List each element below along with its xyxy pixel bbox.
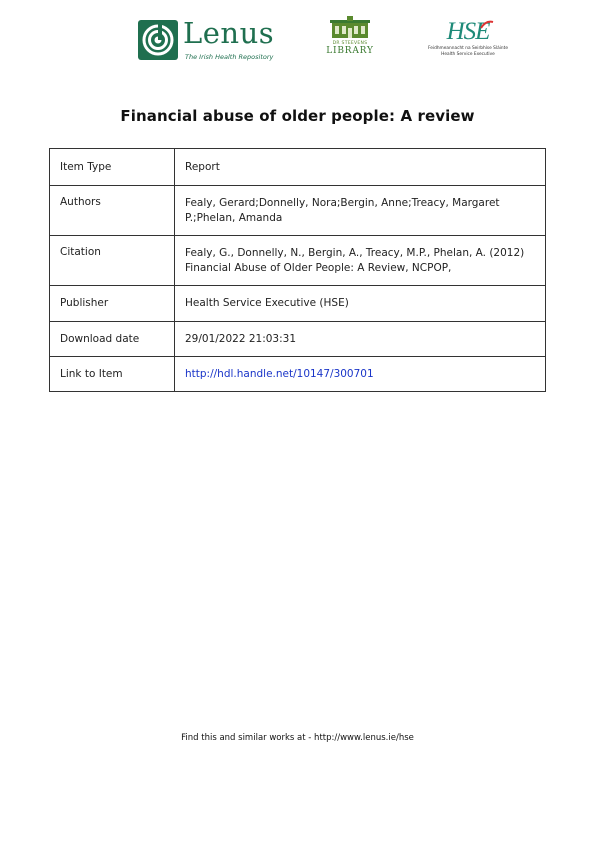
metadata-row-download-date bbox=[50, 322, 546, 357]
metadata-value bbox=[175, 322, 546, 357]
metadata-label: Publisher bbox=[50, 286, 175, 322]
citation-line-1: Fealy, G., Donnelly, N., Bergin, A., Treacy, M.P., Phelan, A. (2012) bbox=[185, 246, 525, 259]
hse-wordmark bbox=[428, 18, 508, 46]
item-link[interactable]: http://hdl.handle.net/10147/300701 bbox=[185, 367, 374, 380]
hse-swoosh-icon bbox=[480, 20, 494, 30]
metadata-label: Citation bbox=[50, 236, 175, 286]
metadata-row-citation bbox=[50, 236, 546, 286]
header-logos bbox=[0, 14, 595, 70]
metadata-value bbox=[175, 357, 546, 392]
metadata-label: Authors bbox=[50, 186, 175, 236]
authors-line-2: P.;Phelan, Amanda bbox=[185, 211, 283, 224]
authors-line-1: Fealy, Gerard;Donnelly, Nora;Bergin, Anne;Treacy, Margaret bbox=[185, 196, 500, 209]
metadata-row-link bbox=[50, 357, 546, 392]
publisher-value: Health Service Executive (HSE) bbox=[185, 297, 349, 309]
citation-line-2: Financial Abuse of Older People: A Review, NCPOP, bbox=[185, 261, 452, 274]
metadata-value bbox=[175, 286, 546, 322]
footer-text: Find this and similar works at - http://www.lenus.ie/hse bbox=[181, 733, 414, 743]
item-type-value: Report bbox=[185, 160, 220, 173]
download-date-value: 29/01/2022 21:03:31 bbox=[185, 332, 297, 345]
metadata-label: Link to Item bbox=[50, 357, 175, 392]
hse-mark-text: HSE bbox=[446, 18, 490, 45]
metadata-label: Download date bbox=[50, 322, 175, 357]
metadata-row-authors bbox=[50, 186, 546, 236]
document-title: Financial abuse of older people: A review bbox=[120, 107, 475, 125]
lenus-spiral-icon bbox=[138, 20, 178, 60]
metadata-table bbox=[49, 148, 546, 392]
metadata-value bbox=[175, 149, 546, 186]
lenus-tagline: The Irish Health Repository bbox=[185, 53, 274, 61]
metadata-row-item-type bbox=[50, 149, 546, 186]
library-big-text: LIBRARY bbox=[326, 46, 374, 56]
hse-english-name: Health Service Executive bbox=[441, 51, 495, 57]
lenus-wordmark: Lenus bbox=[183, 16, 275, 50]
hse-logo bbox=[428, 18, 508, 68]
metadata-row-publisher bbox=[50, 286, 546, 322]
library-logo bbox=[326, 16, 374, 66]
metadata-value bbox=[175, 236, 546, 286]
metadata-label: Item Type bbox=[50, 149, 175, 186]
metadata-value bbox=[175, 186, 546, 236]
library-small-text: DR STEEVENS bbox=[332, 41, 368, 46]
library-building-icon bbox=[330, 16, 370, 40]
lenus-logo bbox=[138, 18, 283, 66]
hse-irish-name: Feidhmeannacht na Seirbhíse Sláinte bbox=[428, 46, 508, 51]
